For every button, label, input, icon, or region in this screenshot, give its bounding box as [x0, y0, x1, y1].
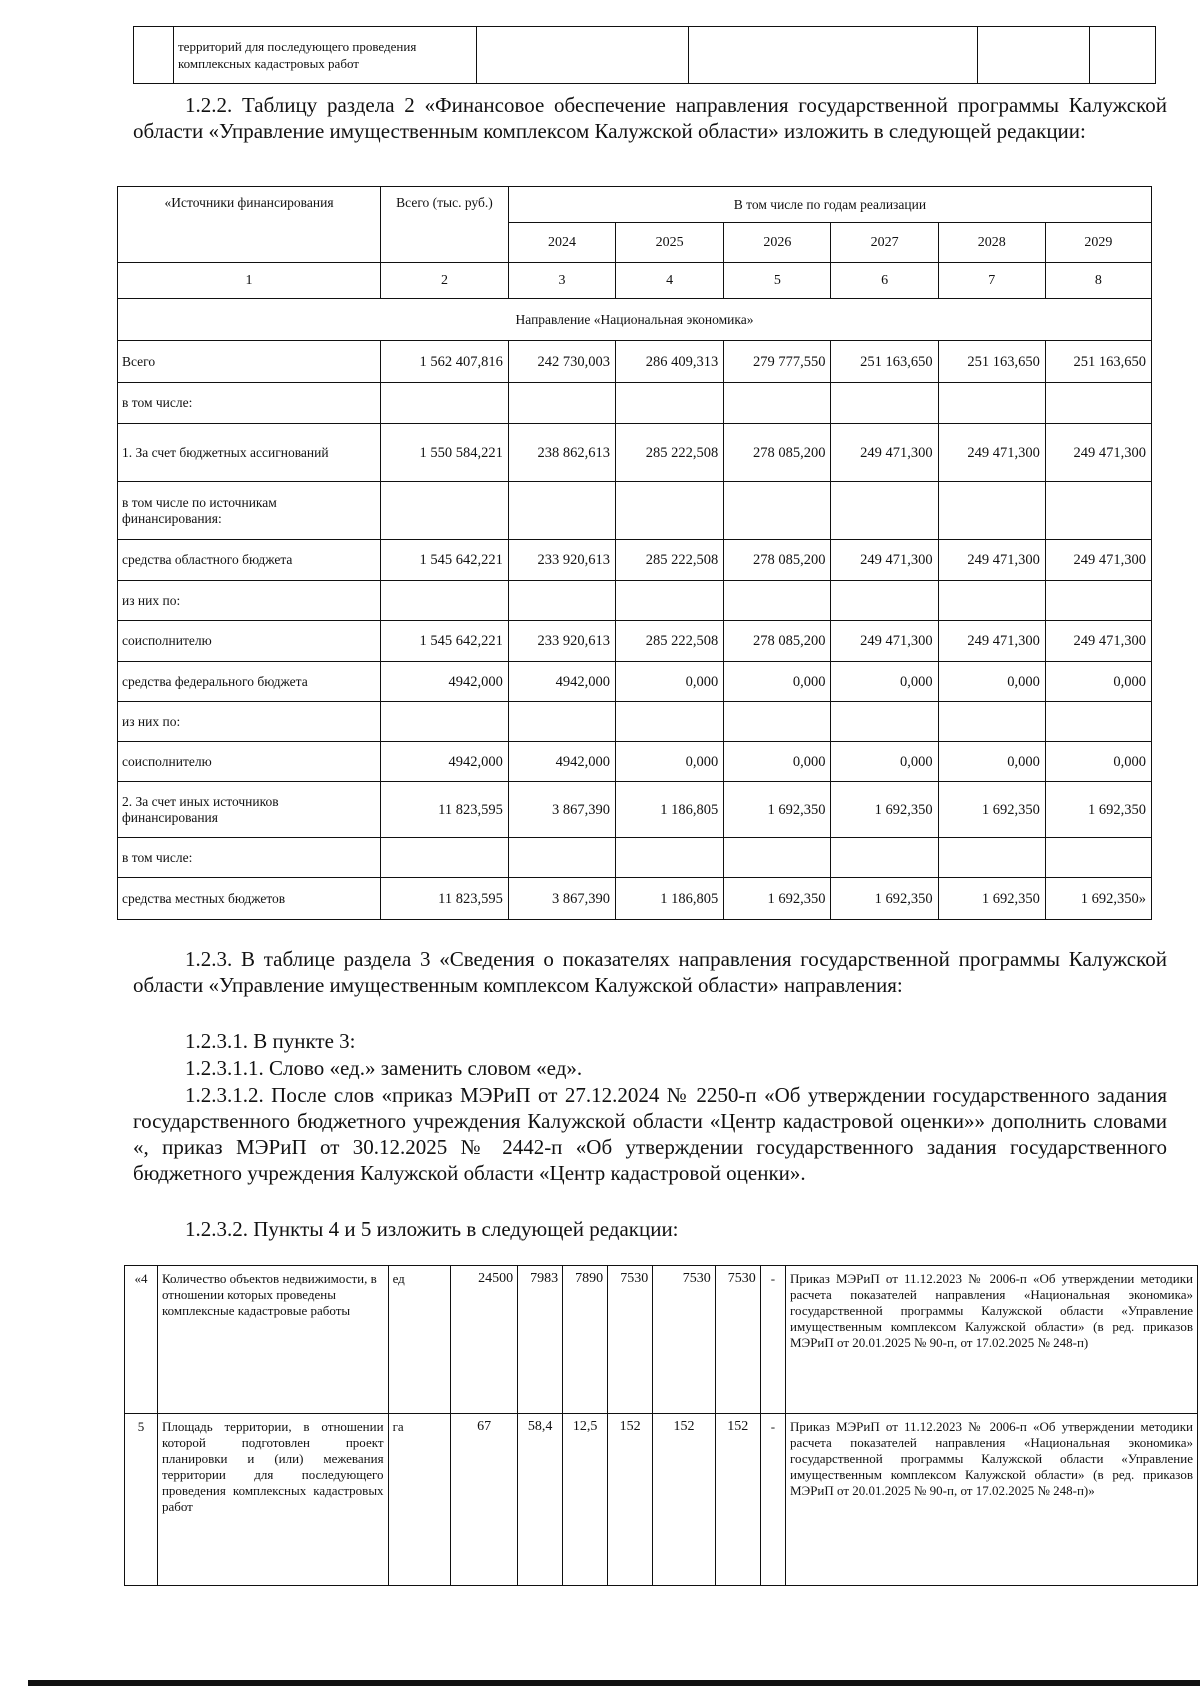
indicator-value: 12,5 [563, 1414, 608, 1586]
row-value: 4942,000 [508, 742, 615, 782]
row-value [831, 702, 938, 742]
row-value: 249 471,300 [831, 540, 938, 581]
row-value [508, 482, 615, 540]
paragraph-1-2-3: 1.2.3. В таблице раздела 3 «Сведения о показателях направления государственной программы Калужской области «Управление имущественным комплексом Калужской области» направления: [133, 947, 1167, 997]
row-value: 1 186,805 [616, 782, 724, 838]
row-value: 1 692,350 [938, 782, 1045, 838]
year-header: 2029 [1045, 223, 1151, 263]
row-label: в том числе по источникам финансирования: [118, 482, 381, 540]
column-number: 2 [381, 263, 509, 299]
row-value: 1 545 642,221 [381, 540, 509, 581]
indicator-name: Количество объектов недвижимости, в отношении которых проведены комплексные кадастровые работы [157, 1266, 388, 1414]
row-value [938, 838, 1045, 878]
row-label: Всего [118, 341, 381, 383]
row-value [938, 482, 1045, 540]
column-number: 3 [508, 263, 615, 299]
row-value [381, 581, 509, 621]
indicator-number: «4 [125, 1266, 158, 1414]
row-value: 0,000 [616, 662, 724, 702]
table-row [118, 540, 1152, 581]
row-value: 1 692,350 [1045, 782, 1151, 838]
row-value: 285 222,508 [616, 424, 724, 482]
row-value: 3 867,390 [508, 878, 615, 920]
table-cell [689, 27, 978, 84]
row-value [616, 702, 724, 742]
row-value: 1 545 642,221 [381, 621, 509, 662]
finance-body [118, 341, 1152, 920]
row-value: 1 692,350 [831, 878, 938, 920]
row-value [831, 383, 938, 424]
row-value: 279 777,550 [724, 341, 831, 383]
row-value [938, 581, 1045, 621]
row-value: 251 163,650 [831, 341, 938, 383]
section-title: Направление «Национальная экономика» [118, 299, 1152, 341]
table-row [118, 838, 1152, 878]
row-label: 1. За счет бюджетных ассигнований [118, 424, 381, 482]
row-label: в том числе: [118, 838, 381, 878]
indicator-value: 58,4 [518, 1414, 563, 1586]
row-value [381, 702, 509, 742]
paragraph-1-2-3-2: 1.2.3.2. Пункты 4 и 5 изложить в следующей редакции: [185, 1217, 679, 1241]
indicator-value: 24500 [451, 1266, 518, 1414]
row-value [508, 383, 615, 424]
row-value: 0,000 [616, 742, 724, 782]
row-value [1045, 383, 1151, 424]
fragment-text: территорий для последующего проведения комплексных кадастровых работ [174, 27, 477, 84]
previous-table-fragment [133, 26, 1156, 84]
column-number: 1 [118, 263, 381, 299]
row-value [508, 838, 615, 878]
column-number: 5 [724, 263, 831, 299]
page-bottom-rule [28, 1680, 1200, 1686]
finance-section-row [118, 299, 1152, 341]
column-number: 8 [1045, 263, 1151, 299]
table-row [118, 742, 1152, 782]
indicator-name: Площадь территории, в отношении которой подготовлен проект планировки и (или) межевания территории для последующего проведения комплексных кадастровых работ [157, 1414, 388, 1586]
row-value: 0,000 [938, 662, 1045, 702]
row-value: 4942,000 [381, 742, 509, 782]
row-value [508, 581, 615, 621]
row-value: 238 862,613 [508, 424, 615, 482]
row-value [1045, 581, 1151, 621]
indicator-value: 152 [653, 1414, 716, 1586]
row-value [616, 838, 724, 878]
year-header: 2024 [508, 223, 615, 263]
year-header: 2025 [616, 223, 724, 263]
row-value [724, 838, 831, 878]
row-value: 0,000 [724, 662, 831, 702]
finance-colnum-row [118, 263, 1152, 299]
row-value [724, 581, 831, 621]
row-value [724, 383, 831, 424]
indicator-value: 7530 [653, 1266, 716, 1414]
row-value: 249 471,300 [831, 424, 938, 482]
row-value [1045, 838, 1151, 878]
row-value [381, 482, 509, 540]
table-row [134, 27, 1156, 84]
row-value [381, 383, 509, 424]
table-row [118, 662, 1152, 702]
finance-header-row [118, 187, 1152, 223]
row-label: соисполнителю [118, 621, 381, 662]
year-header: 2028 [938, 223, 1045, 263]
row-value [616, 581, 724, 621]
row-value: 233 920,613 [508, 621, 615, 662]
row-value [381, 838, 509, 878]
row-value: 286 409,313 [616, 341, 724, 383]
table-cell [978, 27, 1090, 84]
row-value: 249 471,300 [938, 621, 1045, 662]
row-value [831, 838, 938, 878]
row-value: 1 186,805 [616, 878, 724, 920]
paragraph-1-2-2: 1.2.2. Таблицу раздела 2 «Финансовое обеспечение направления государственной программы Калужской области «Управление имущественным комплексом Калужской области» изложить в следующей редакции: [133, 93, 1167, 143]
row-value [1045, 482, 1151, 540]
row-label: из них по: [118, 581, 381, 621]
row-value: 0,000 [1045, 742, 1151, 782]
finance-table [117, 186, 1152, 920]
table-row [118, 424, 1152, 482]
table-row [118, 621, 1152, 662]
row-value: 1 692,350 [724, 878, 831, 920]
row-value: 249 471,300 [938, 540, 1045, 581]
row-value: 249 471,300 [1045, 424, 1151, 482]
row-value [831, 482, 938, 540]
indicators-table [124, 1265, 1198, 1586]
paragraph-1-2-3-1-2: 1.2.3.1.2. После слов «приказ МЭРиП от 27.12.2024 № 2250-п «Об утверждении государственного задания государственного бюджетного учреждения Калужской области «Центр кадастровой оценки»» дополнить словами «, приказ МЭРиП от 30.12.2025 № 2442-п «Об утверждении государственного задания государственного бюджетного учреждения Калужской области «Центр кадастровой оценки». [133, 1083, 1167, 1185]
row-value: 1 692,350» [1045, 878, 1151, 920]
row-value: 1 562 407,816 [381, 341, 509, 383]
row-label: соисполнителю [118, 742, 381, 782]
indicator-value: 152 [608, 1414, 653, 1586]
indicator-dash: - [760, 1414, 785, 1586]
row-value: 285 222,508 [616, 621, 724, 662]
paragraph-1-2-3-1-1: 1.2.3.1.1. Слово «ед.» заменить словом «ед». [185, 1056, 583, 1080]
row-value: 278 085,200 [724, 424, 831, 482]
row-value: 0,000 [831, 662, 938, 702]
indicator-value: 67 [451, 1414, 518, 1586]
row-value: 0,000 [724, 742, 831, 782]
year-header: 2026 [724, 223, 831, 263]
indicator-dash: - [760, 1266, 785, 1414]
row-value: 0,000 [831, 742, 938, 782]
row-value: 0,000 [1045, 662, 1151, 702]
table-row [118, 341, 1152, 383]
row-value: 233 920,613 [508, 540, 615, 581]
indicator-value: 7890 [563, 1266, 608, 1414]
table-cell [1090, 27, 1156, 84]
row-value: 242 730,003 [508, 341, 615, 383]
row-value [1045, 702, 1151, 742]
row-value: 1 692,350 [831, 782, 938, 838]
table-row [118, 702, 1152, 742]
column-number: 6 [831, 263, 938, 299]
indicator-row [125, 1266, 1198, 1414]
row-label: средства федерального бюджета [118, 662, 381, 702]
row-value [616, 383, 724, 424]
row-value: 1 550 584,221 [381, 424, 509, 482]
row-value: 278 085,200 [724, 621, 831, 662]
indicator-value: 152 [715, 1414, 760, 1586]
table-row [118, 482, 1152, 540]
row-value: 11 823,595 [381, 878, 509, 920]
header-total: Всего (тыс. руб.) [381, 187, 509, 263]
row-value: 1 692,350 [938, 878, 1045, 920]
row-value: 278 085,200 [724, 540, 831, 581]
row-value: 4942,000 [508, 662, 615, 702]
indicator-number: 5 [125, 1414, 158, 1586]
indicator-value: 7983 [518, 1266, 563, 1414]
row-label: из них по: [118, 702, 381, 742]
indicators-body [125, 1266, 1198, 1586]
indicator-document: Приказ МЭРиП от 11.12.2023 № 2006-п «Об утверждении методики расчета показателей направления «Национальная экономика» государственной программы Калужской области «Управление имущественным комплексом Калужской области» (в ред. приказов МЭРиП от 20.01.2025 № 90-п, от 17.02.2025 № 248-п) [786, 1266, 1198, 1414]
header-sources: «Источники финансирования [118, 187, 381, 263]
column-number: 4 [616, 263, 724, 299]
row-value: 251 163,650 [938, 341, 1045, 383]
row-value: 249 471,300 [1045, 621, 1151, 662]
indicator-unit: ед [388, 1266, 451, 1414]
indicator-value: 7530 [715, 1266, 760, 1414]
table-cell [134, 27, 174, 84]
row-value: 3 867,390 [508, 782, 615, 838]
table-cell [477, 27, 689, 84]
paragraph-1-2-3-1: 1.2.3.1. В пункте 3: [185, 1029, 356, 1053]
row-label: средства областного бюджета [118, 540, 381, 581]
indicator-row [125, 1414, 1198, 1586]
table-row [118, 782, 1152, 838]
table-row [118, 581, 1152, 621]
row-label: в том числе: [118, 383, 381, 424]
row-value [831, 581, 938, 621]
indicator-value: 7530 [608, 1266, 653, 1414]
header-by-years: В том числе по годам реализации [508, 187, 1151, 223]
row-value: 285 222,508 [616, 540, 724, 581]
row-label: 2. За счет иных источников финансирования [118, 782, 381, 838]
table-row [118, 878, 1152, 920]
column-number: 7 [938, 263, 1045, 299]
row-value: 249 471,300 [831, 621, 938, 662]
row-value [616, 482, 724, 540]
row-value: 4942,000 [381, 662, 509, 702]
row-value [724, 702, 831, 742]
row-value [724, 482, 831, 540]
row-value: 249 471,300 [938, 424, 1045, 482]
row-label: средства местных бюджетов [118, 878, 381, 920]
year-header: 2027 [831, 223, 938, 263]
row-value: 0,000 [938, 742, 1045, 782]
row-value: 11 823,595 [381, 782, 509, 838]
indicator-unit: га [388, 1414, 451, 1586]
row-value [938, 702, 1045, 742]
row-value: 1 692,350 [724, 782, 831, 838]
row-value [508, 702, 615, 742]
row-value [938, 383, 1045, 424]
row-value: 251 163,650 [1045, 341, 1151, 383]
indicator-document: Приказ МЭРиП от 11.12.2023 № 2006-п «Об утверждении методики расчета показателей направления «Национальная экономика» государственной программы Калужской области «Управление имущественным комплексом Калужской области» (в ред. приказов МЭРиП от 20.01.2025 № 90-п, от 17.02.2025 № 248-п)» [786, 1414, 1198, 1586]
row-value: 249 471,300 [1045, 540, 1151, 581]
table-row [118, 383, 1152, 424]
